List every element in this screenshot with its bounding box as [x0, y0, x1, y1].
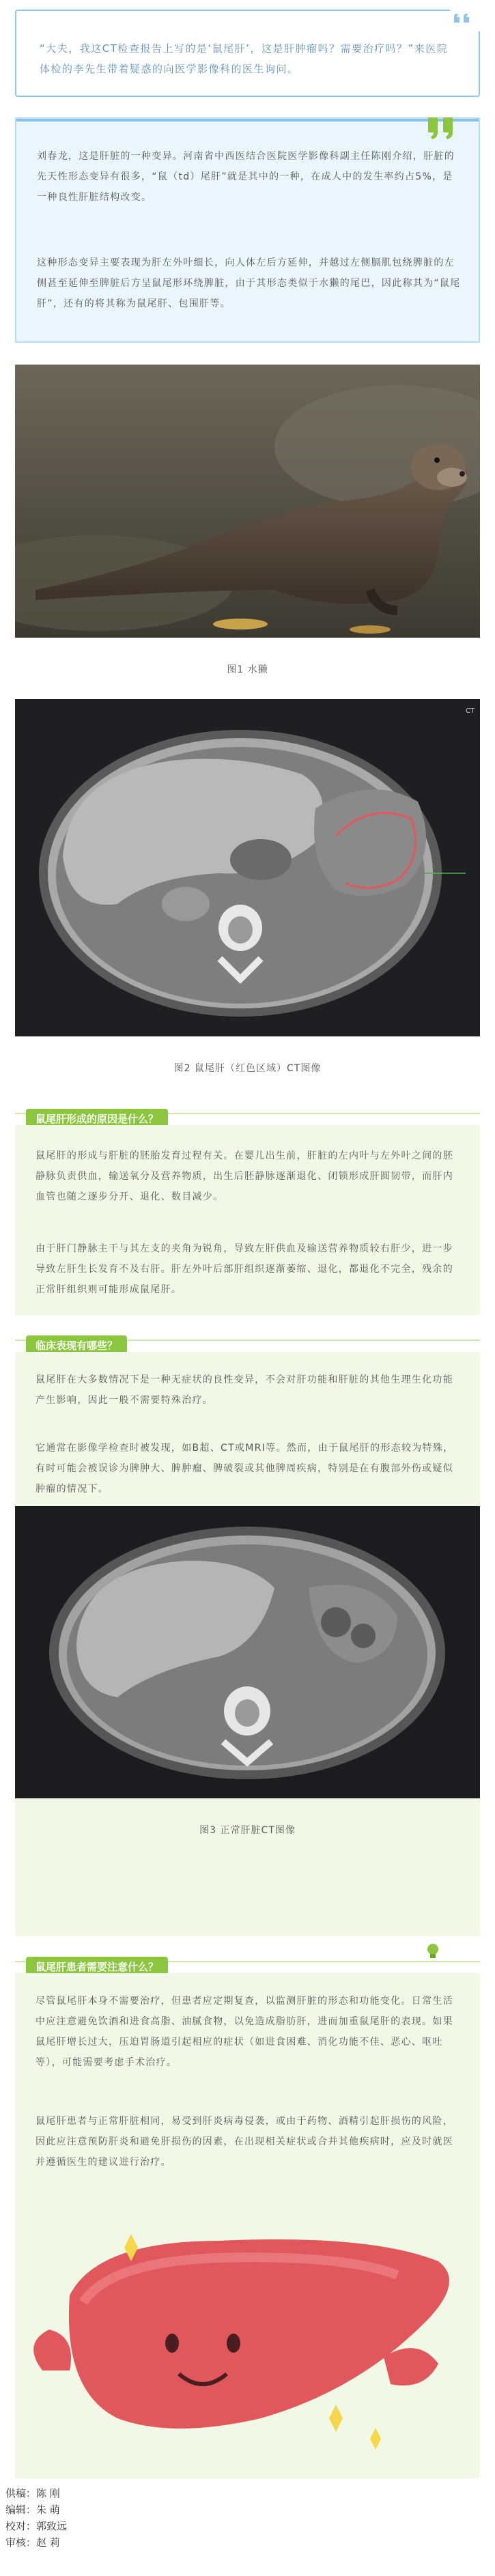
figure3-caption: 图3 正常肝脏CT图像 — [199, 1825, 296, 1836]
liver-illustration — [15, 2213, 480, 2478]
author-paragraph-1: 刘春龙，这是肝脏的一种变异。河南省中西医结合医院医学影像科副主任陈刚介绍，肝脏的先天性形态变异有很多，“鼠（td）尾肝”就是其中的一种，在成人中的发生率约占5%，是一种良性肝脏结构改变。 — [37, 151, 455, 203]
intro-text: “大夫，我这CT检查报告上写的是‘鼠尾肝’，这是肝肿瘤吗？需要治疗吗？”来医院体检的李先生带着疑惑的向医学影像科的医生询问。 — [40, 42, 449, 75]
section1-paragraph-2: 由于肝门静脉主干与其左支的夹角为锐角，导致左肝供血及输送营养物质较右肝少，进一步导致左肝生长发育不及右肝。肝左外叶后部肝组织逐渐萎缩、退化，都退化不完全，残余的正常肝组织则可能形成鼠尾肝。 — [36, 1243, 453, 1295]
credit-reviewer: 编辑：朱 萌 — [5, 2504, 60, 2516]
section2-paragraph-1: 鼠尾肝在大多数情况下是一种无症状的良性变异，不会对肝功能和肝脏的其他生理生化功能产生影响，因此一般不需要特殊治疗。 — [36, 1374, 453, 1406]
credit-approver: 审核：赵 莉 — [5, 2536, 60, 2549]
divider — [16, 119, 479, 122]
section3-box — [15, 1973, 480, 2478]
figure1-caption: 图1 水獭 — [227, 664, 268, 675]
author-box — [15, 117, 480, 343]
section3-title: 鼠尾肝患者需要注意什么？ — [26, 1957, 168, 1977]
section3-paragraph-1: 尽管鼠尾肝本身不需要治疗，但患者应定期复查，以监测肝脏的形态和功能变化。日常生活中应注意避免饮酒和进食高脂、油腻食物，以免造成脂肪肝，进而加重鼠尾肝的表现。如果鼠尾肝增长过大，压迫胃肠道引起相应的症状（如进食困难、消化功能不佳、恶心、呕吐等），可能需要考虑手术治疗。 — [36, 1996, 453, 2068]
svg-text:CT: CT — [466, 707, 475, 715]
ct-scan-normal-liver — [15, 1506, 480, 1798]
section1-title: 鼠尾肝形成的原因是什么？ — [26, 1109, 168, 1129]
section2-title: 临床表现有哪些？ — [26, 1335, 127, 1356]
figure2-caption: 图2 鼠尾肝（红色区域）CT图像 — [173, 1063, 322, 1074]
quote-corner-icon — [450, 10, 480, 31]
credit-proofreader: 校对：郭致远 — [5, 2520, 68, 2532]
intro-box — [15, 10, 480, 97]
section2-box — [15, 1352, 480, 1936]
section1-box — [15, 1125, 480, 1315]
section2-paragraph-2: 它通常在影像学检查时被发现，如B超、CT或MRI等。然而，由于鼠尾肝的形态较为特殊，有时可能会被误诊为脾肿大、脾肿瘤、脾破裂或其他脾周疾病，特别是在有腹部外伤或疑似肿瘤的情况下。 — [36, 1443, 454, 1495]
author-paragraph-2: 这种形态变异主要表现为肝左外叶细长，向人体左后方延伸，并越过左侧膈肌包绕脾脏的左侧甚至延伸至脾脏后方呈鼠尾形环绕脾脏，由于其形态类似于水獭的尾巴，因此称其为“鼠尾肝”，还有的将其称为鼠尾肝、包围肝等。 — [37, 257, 461, 309]
quote-icon — [424, 115, 459, 142]
section3-paragraph-2: 鼠尾肝患者与正常肝脏相同，易受到肝炎病毒侵袭，或由于药物、酒精引起肝损伤的风险，因此应注意预防肝炎和避免肝损伤的因素，在出现相关症状或合并其他疾病时，应及时就医并遵循医生的建议进行治疗。 — [36, 2116, 453, 2168]
lightbulb-icon — [425, 1942, 441, 1961]
credits — [5, 2485, 67, 2551]
ct-scan-mouse-tail-liver — [15, 699, 480, 1036]
section1-paragraph-1: 鼠尾肝的形成与肝脏的胚胎发育过程有关。在婴儿出生前，肝脏的左内叶与左外叶之间的胚静脉负责供血，输送氧分及营养物质，出生后胚静脉逐渐退化、闭锁形成肝圆韧带，而肝内血管也随之逐步分开、退化、数目减少。 — [36, 1150, 453, 1202]
otter-photo — [15, 365, 480, 638]
credit-editor: 供稿：陈 刚 — [5, 2487, 60, 2500]
